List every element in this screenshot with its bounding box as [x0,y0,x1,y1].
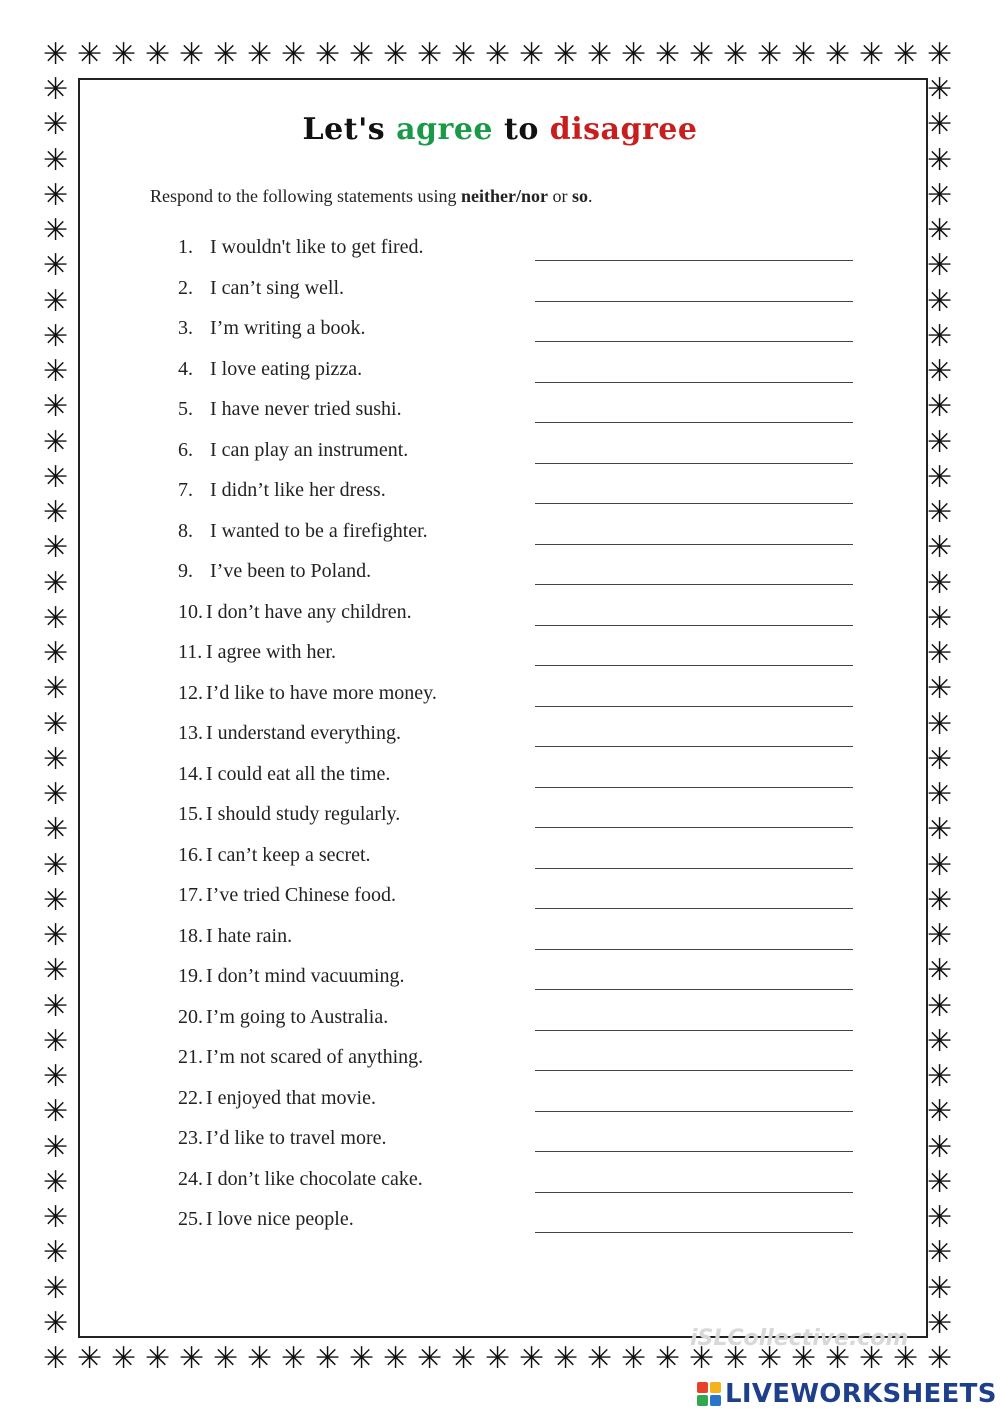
statement-text: I’d like to travel more. [206,1127,387,1149]
snowflake-icon: ✳ [315,37,341,72]
snowflake-icon: ✳ [825,1341,851,1376]
snowflake-icon: ✳ [213,37,239,72]
instructions-middle: or [552,186,568,206]
snowflake-icon: ✳ [927,318,953,354]
brand-label: LIVEWORKSHEETS [725,1379,997,1409]
snowflake-icon: ✳ [927,495,953,531]
answer-line[interactable] [535,382,853,383]
answer-line[interactable] [535,422,853,423]
snowflake-icon: ✳ [43,1164,69,1200]
instructions [150,186,593,207]
snowflake-icon: ✳ [553,37,579,72]
snowflake-icon: ✳ [927,918,953,954]
snowflake-icon: ✳ [825,37,851,72]
statement-item [178,317,868,358]
statement-text: I didn’t like her dress. [210,479,386,501]
statement-text: I understand everything. [206,722,401,744]
snowflake-icon: ✳ [519,37,545,72]
snowflake-icon: ✳ [723,37,749,72]
statement-number: 8. [178,519,193,542]
snowflake-icon: ✳ [927,177,953,213]
snowflake-icon: ✳ [859,1341,885,1376]
snowflake-icon: ✳ [927,1270,953,1306]
statement-number: 15. [178,803,203,825]
snowflake-icon: ✳ [621,37,647,72]
snowflake-icon: ✳ [43,248,69,284]
answer-line[interactable] [535,503,853,504]
statement-text: I wanted to be a firefighter. [210,519,428,542]
snowflake-icon: ✳ [213,1341,239,1376]
statement-number: 20. [178,1005,203,1028]
snowflake-icon: ✳ [689,1341,715,1376]
statement-number: 19. [178,965,203,987]
worksheet-title [0,107,1000,147]
answer-line[interactable] [535,706,853,707]
answer-line[interactable] [535,827,853,828]
answer-line[interactable] [535,989,853,990]
statement-number: 3. [178,317,193,339]
statement-text: I’m going to Australia. [206,1005,389,1028]
snowflake-icon: ✳ [927,1094,953,1130]
snowflake-icon: ✳ [43,918,69,954]
statement-number: 5. [178,398,193,420]
snowflake-icon: ✳ [43,1235,69,1271]
snowflake-icon: ✳ [43,565,69,601]
snowflake-icon: ✳ [145,1341,171,1376]
snowflake-icon: ✳ [43,953,69,989]
statement-item [178,763,868,804]
snowflake-icon: ✳ [519,1341,545,1376]
snowflake-icon: ✳ [281,37,307,72]
answer-line[interactable] [535,949,853,950]
statement-text: I wouldn't like to get fired. [210,236,424,258]
statement-item [178,1087,868,1128]
title-word-to: to [503,112,539,147]
snowflake-icon: ✳ [43,1094,69,1130]
answer-line[interactable] [535,625,853,626]
statement-number: 4. [178,357,193,380]
snowflake-icon: ✳ [43,107,69,143]
instructions-keyword-neither-nor: neither/nor [460,186,548,206]
snowflake-icon: ✳ [43,72,69,108]
title-word-agree: agree [396,112,494,147]
statement-number: 1. [178,236,193,258]
snowflake-icon: ✳ [791,1341,817,1376]
statement-text: I can’t sing well. [210,276,345,299]
snowflake-icon: ✳ [451,1341,477,1376]
statement-text: I’ve tried Chinese food. [206,884,396,906]
answer-line[interactable] [535,463,853,464]
snowflake-icon: ✳ [927,354,953,390]
snowflake-icon: ✳ [587,1341,613,1376]
answer-line[interactable] [535,1151,853,1152]
snowflake-icon: ✳ [43,636,69,672]
snowflake-icon: ✳ [43,1023,69,1059]
statement-text: I hate rain. [206,924,293,947]
statement-item [178,884,868,925]
snowflake-icon: ✳ [893,37,919,72]
statement-number: 14. [178,762,203,785]
statement-number: 13. [178,722,203,744]
snowflake-icon: ✳ [927,107,953,143]
answer-line[interactable] [535,301,853,302]
statement-number: 7. [178,479,193,501]
snowflake-icon: ✳ [553,1341,579,1376]
statement-number: 9. [178,560,193,582]
snowflake-icon: ✳ [927,1129,953,1165]
statement-number: 2. [178,276,193,299]
statement-text: I don’t like chocolate cake. [206,1167,423,1190]
statement-item [178,398,868,439]
snowflake-icon: ✳ [179,37,205,72]
snowflake-icon: ✳ [43,882,69,918]
statement-number: 18. [178,924,203,947]
snowflake-icon: ✳ [927,1200,953,1236]
snowflake-icon: ✳ [757,37,783,72]
snowflake-icon: ✳ [43,177,69,213]
statement-item [178,641,868,682]
statement-text: I should study regularly. [206,803,401,825]
statement-text: I love nice people. [206,1208,354,1230]
title-word-disagree: disagree [549,112,698,147]
answer-line[interactable] [535,1111,853,1112]
statement-text: I’m not scared of anything. [206,1046,424,1068]
statement-number: 11. [178,641,203,663]
snowflake-icon: ✳ [43,1341,69,1376]
title-word-lets: Let's [302,112,386,147]
snowflake-icon: ✳ [927,1164,953,1200]
snowflake-icon: ✳ [927,706,953,742]
snowflake-icon: ✳ [927,777,953,813]
snowflake-icon: ✳ [927,671,953,707]
answer-line[interactable] [535,868,853,869]
snowflake-icon: ✳ [315,1341,341,1376]
statement-text: I’d like to have more money. [206,681,437,704]
snowflake-icon: ✳ [927,565,953,601]
answer-line[interactable] [535,260,853,261]
statement-text: I don’t mind vacuuming. [206,965,405,987]
statement-number: 6. [178,438,193,461]
liveworksheets-logo-icon [697,1382,721,1406]
snowflake-icon: ✳ [927,988,953,1024]
snowflake-icon: ✳ [43,741,69,777]
snowflake-icon: ✳ [893,1341,919,1376]
snowflake-icon: ✳ [587,37,613,72]
answer-line[interactable] [535,665,853,666]
statement-number: 17. [178,884,203,906]
snowflake-icon: ✳ [927,1341,953,1376]
answer-line[interactable] [535,584,853,585]
snowflake-icon: ✳ [43,1270,69,1306]
snowflake-icon: ✳ [349,1341,375,1376]
snowflake-icon: ✳ [43,671,69,707]
statement-number: 25. [178,1208,203,1230]
statement-text: I enjoyed that movie. [206,1086,376,1109]
statement-item [178,1127,868,1168]
liveworksheets-brand[interactable] [697,1379,997,1409]
snowflake-icon: ✳ [859,37,885,72]
statement-item [178,925,868,966]
statement-list [178,236,868,1249]
statement-item [178,277,868,318]
snowflake-icon: ✳ [927,37,953,72]
statement-item [178,520,868,561]
snowflake-icon: ✳ [145,37,171,72]
snowflake-icon: ✳ [43,283,69,319]
snowflake-icon: ✳ [43,847,69,883]
answer-line[interactable] [535,1070,853,1071]
statement-item [178,236,868,277]
statement-number: 10. [178,600,203,623]
snowflake-icon: ✳ [77,37,103,72]
statement-text: I’m writing a book. [210,317,366,339]
watermark: iSLCollective.com [690,1326,909,1351]
snowflake-icon: ✳ [43,1200,69,1236]
snowflake-icon: ✳ [927,1305,953,1341]
snowflake-icon: ✳ [111,37,137,72]
snowflake-icon: ✳ [417,37,443,72]
answer-line[interactable] [535,908,853,909]
snowflake-icon: ✳ [43,1305,69,1341]
answer-line[interactable] [535,746,853,747]
snowflake-icon: ✳ [927,72,953,108]
snowflake-icon: ✳ [43,424,69,460]
snowflake-icon: ✳ [485,37,511,72]
snowflake-icon: ✳ [179,1341,205,1376]
snowflake-icon: ✳ [927,1235,953,1271]
snowflake-icon: ✳ [927,882,953,918]
statement-number: 16. [178,843,203,866]
snowflake-icon: ✳ [247,37,273,72]
snowflake-icon: ✳ [927,1059,953,1095]
snowflake-icon: ✳ [451,37,477,72]
statement-number: 24. [178,1167,203,1190]
snowflake-icon: ✳ [927,389,953,425]
statement-item [178,439,868,480]
snowflake-icon: ✳ [43,988,69,1024]
snowflake-icon: ✳ [43,354,69,390]
instructions-suffix: . [588,186,593,206]
statement-item [178,358,868,399]
answer-line[interactable] [535,787,853,788]
snowflake-icon: ✳ [111,1341,137,1376]
snowflake-icon: ✳ [43,495,69,531]
snowflake-icon: ✳ [791,37,817,72]
snowflake-icon: ✳ [247,1341,273,1376]
snowflake-icon: ✳ [927,530,953,566]
statement-text: I can play an instrument. [210,438,409,461]
statement-text: I don’t have any children. [206,600,412,623]
snowflake-icon: ✳ [927,142,953,178]
snowflake-icon: ✳ [43,600,69,636]
snowflake-icon: ✳ [43,777,69,813]
statement-text: I can’t keep a secret. [206,843,371,866]
statement-item [178,803,868,844]
statement-item [178,560,868,601]
answer-line[interactable] [535,544,853,545]
snowflake-icon: ✳ [621,1341,647,1376]
statement-item [178,682,868,723]
snowflake-icon: ✳ [383,1341,409,1376]
answer-line[interactable] [535,1232,853,1233]
statement-text: I’ve been to Poland. [210,560,372,582]
snowflake-icon: ✳ [927,812,953,848]
snowflake-icon: ✳ [281,1341,307,1376]
snowflake-icon: ✳ [927,847,953,883]
snowflake-icon: ✳ [655,37,681,72]
snowflake-icon: ✳ [43,812,69,848]
snowflake-icon: ✳ [927,636,953,672]
snowflake-icon: ✳ [927,741,953,777]
statement-text: I could eat all the time. [206,762,391,785]
statement-item [178,965,868,1006]
answer-line[interactable] [535,1192,853,1193]
statement-item [178,722,868,763]
snowflake-icon: ✳ [43,318,69,354]
statement-item [178,844,868,885]
snowflake-icon: ✳ [417,1341,443,1376]
snowflake-icon: ✳ [927,248,953,284]
snowflake-icon: ✳ [349,37,375,72]
snowflake-icon: ✳ [927,213,953,249]
snowflake-icon: ✳ [485,1341,511,1376]
snowflake-icon: ✳ [927,953,953,989]
snowflake-icon: ✳ [927,459,953,495]
snowflake-icon: ✳ [43,389,69,425]
snowflake-icon: ✳ [43,1059,69,1095]
snowflake-icon: ✳ [723,1341,749,1376]
snowflake-icon: ✳ [383,37,409,72]
statement-item [178,1208,868,1249]
instructions-keyword-so: so [571,186,588,206]
snowflake-icon: ✳ [43,1129,69,1165]
statement-number: 22. [178,1086,203,1109]
snowflake-icon: ✳ [43,530,69,566]
statement-item [178,1046,868,1087]
statement-text: I have never tried sushi. [210,398,402,420]
statement-text: I agree with her. [206,641,336,663]
instructions-prefix: Respond to the following statements using [150,186,457,206]
snowflake-icon: ✳ [43,142,69,178]
snowflake-icon: ✳ [43,459,69,495]
statement-number: 12. [178,681,203,704]
snowflake-icon: ✳ [757,1341,783,1376]
snowflake-icon: ✳ [43,37,69,72]
snowflake-icon: ✳ [655,1341,681,1376]
snowflake-icon: ✳ [927,424,953,460]
statement-item [178,601,868,642]
snowflake-icon: ✳ [927,1023,953,1059]
statement-item [178,1168,868,1209]
answer-line[interactable] [535,341,853,342]
statement-number: 21. [178,1046,203,1068]
statement-text: I love eating pizza. [210,357,363,380]
snowflake-icon: ✳ [43,213,69,249]
statement-item [178,1006,868,1047]
statement-item [178,479,868,520]
snowflake-icon: ✳ [43,706,69,742]
snowflake-icon: ✳ [927,283,953,319]
snowflake-icon: ✳ [689,37,715,72]
snowflake-icon: ✳ [77,1341,103,1376]
snowflake-icon: ✳ [927,600,953,636]
statement-number: 23. [178,1127,203,1149]
answer-line[interactable] [535,1030,853,1031]
